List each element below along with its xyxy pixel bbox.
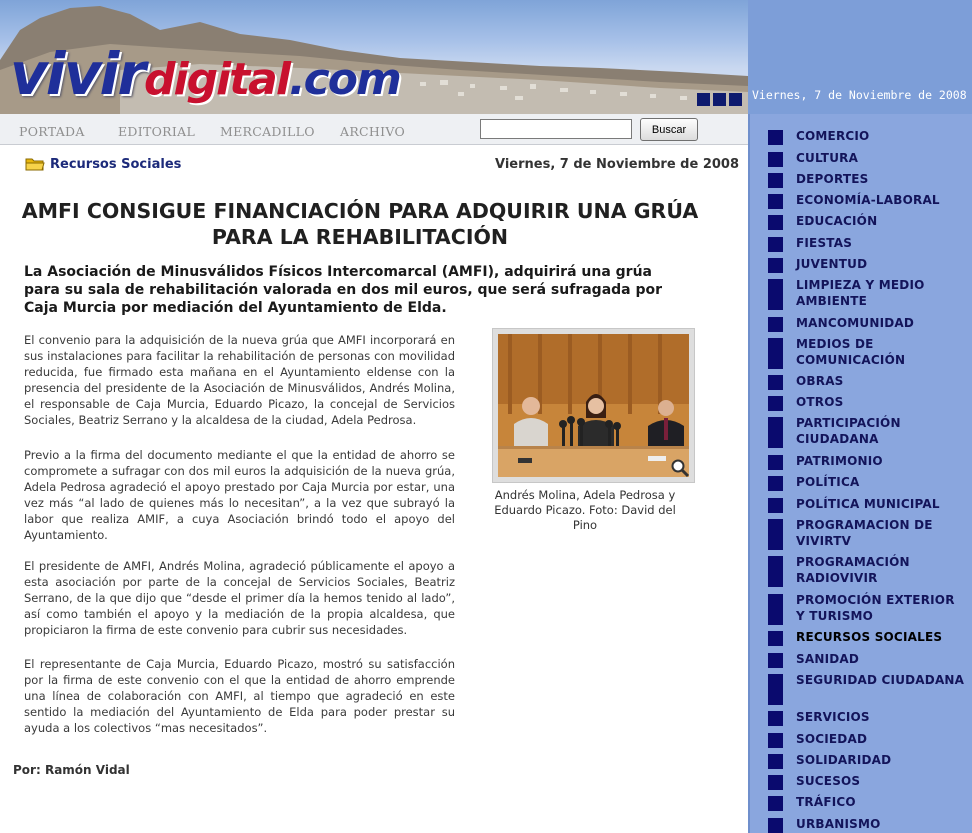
- article-paragraph: El convenio para la adquisición de la nueva grúa que AMFI incorporará en sus instalaciones para facilitar la rehabilitación de personas con movilidad reducida, fue firmado esta mañana en el Ayuntamiento eldense con la presencia del presidente de la Asociación de Minusválidos, Andrés Molina, el responsable de Caja Murcia, Eduardo Picazo, la concejal de Servicios Sociales, Beatriz Serrano y la alcaldesa de la ciudad, Adela Pedrosa.: [24, 333, 455, 427]
- article-paragraph: Previo a la firma del documento mediante el que la entidad de ahorro se compromete a sufragar con dos mil euros la adquisición de la nueva grúa, Adela Pedrosa agradeció el apoyo prestado por Caja Murcia por estar, una vez más “al lado de quienes más lo necesitan”, a la vez que subrayó la labor que realiza AMIF, a cuya Asociación brindó todo el apoyo del Ayuntamiento.: [24, 448, 455, 542]
- sidebar-item-recursos-sociales[interactable]: RECURSOS SOCIALES: [796, 630, 943, 644]
- section-title[interactable]: Recursos Sociales: [50, 157, 182, 172]
- header-date: Viernes, 7 de Noviembre de 2008: [752, 88, 967, 102]
- nav-archivo[interactable]: ARCHIVO: [340, 124, 405, 139]
- sidebar-item-politica[interactable]: POLÍTICA: [796, 475, 860, 489]
- sidebar-item-medios-comunicacion[interactable]: MEDIOS DE COMUNICACIÓN: [796, 337, 906, 367]
- sidebar-item-fiestas[interactable]: FIESTAS: [796, 236, 853, 250]
- search-input[interactable]: [480, 119, 632, 139]
- folder-icon: [25, 156, 45, 172]
- sidebar-item-urbanismo[interactable]: URBANISMO: [796, 817, 881, 831]
- sidebar-item-obras[interactable]: OBRAS: [796, 374, 844, 388]
- category-sidebar: [748, 114, 972, 833]
- sidebar-item-promocion-exterior-turismo[interactable]: PROMOCIÓN EXTERIOR Y TURISMO: [796, 593, 955, 623]
- article-photo[interactable]: [492, 328, 695, 483]
- banner-decoration-squares: [697, 93, 742, 106]
- sidebar-item-comercio[interactable]: COMERCIO: [796, 129, 870, 143]
- article-paragraph: El representante de Caja Murcia, Eduardo Picazo, mostró su satisfacción por la firma de este convenio con el que la entidad de ahorro emprende una línea de colaboración con AMFI, al tiempo que agradeció en este sentido la mediación del Ayuntamiento de Elda para poder prestar su ayuda a los colectivos “mas necesitados”.: [24, 657, 455, 735]
- sidebar-item-politica-municipal[interactable]: POLÍTICA MUNICIPAL: [796, 497, 940, 511]
- author-name: Ramón Vidal: [44, 763, 130, 777]
- sidebar-item-participacion-ciudadana[interactable]: PARTICIPACIÓN CIUDADANA: [796, 416, 901, 446]
- sidebar-item-seguridad-ciudadana[interactable]: SEGURIDAD CIUDADANA: [796, 673, 965, 687]
- photo-caption: Andrés Molina, Adela Pedrosa y Eduardo Picazo. Foto: David del Pino: [494, 488, 676, 532]
- sidebar-item-mancomunidad[interactable]: MANCOMUNIDAD: [796, 316, 915, 330]
- sidebar-item-programacion-vivirtv[interactable]: PROGRAMACION DE VIVIRTV: [796, 518, 933, 548]
- article-date: Viernes, 7 de Noviembre de 2008: [495, 157, 740, 172]
- press-conference-image: [498, 334, 689, 477]
- logo-part-com: .com: [288, 54, 400, 105]
- sidebar-item-sucesos[interactable]: SUCESOS: [796, 774, 861, 788]
- logo-part-vivir: vivir: [10, 40, 144, 108]
- article-paragraph: El presidente de AMFI, Andrés Molina, agradeció públicamente el apoyo a esta asociación por parte de la concejal de Servicios Sociales, Beatriz Serrano, de la que dijo que “desde el primer día la hemos tenido al lado”, así como también el apoyo y la mediación de la propia alcaldesa, que propiciaron la firma de este convenio para cubrir sus necesidades.: [24, 559, 455, 637]
- author-label: Por:: [13, 763, 41, 777]
- nav-mercadillo[interactable]: MERCADILLO: [220, 124, 315, 139]
- logo-part-digital: digital: [143, 54, 289, 105]
- article-lead: La Asociación de Minusválidos Físicos Intercomarcal (AMFI), adquirirá una grúa para su sala de rehabilitación valorada en dos mil euros, que será sufragada por Caja Murcia por mediación del Ayuntamiento de Elda.: [24, 264, 663, 316]
- sidebar-item-servicios[interactable]: SERVICIOS: [796, 710, 870, 724]
- sidebar-item-programacion-radiovivir[interactable]: PROGRAMACIÓN RADIOVIVIR: [796, 555, 910, 585]
- search-button[interactable]: Buscar: [640, 118, 698, 141]
- sidebar-item-juventud[interactable]: JUVENTUD: [796, 257, 868, 271]
- sidebar-item-economia-laboral[interactable]: ECONOMÍA-LABORAL: [796, 193, 940, 207]
- sidebar-item-trafico[interactable]: TRÁFICO: [796, 795, 856, 809]
- site-banner: [0, 0, 748, 114]
- sidebar-item-educacion[interactable]: EDUCACIÓN: [796, 214, 878, 228]
- sidebar-item-solidaridad[interactable]: SOLIDARIDAD: [796, 753, 892, 767]
- sidebar-item-otros[interactable]: OTROS: [796, 395, 844, 409]
- magnifier-icon[interactable]: [670, 458, 690, 478]
- article-author: [13, 763, 130, 777]
- sidebar-item-sanidad[interactable]: SANIDAD: [796, 652, 860, 666]
- article-headline: AMFI CONSIGUE FINANCIACIÓN PARA ADQUIRIR UNA GRÚA PARA LA REHABILITACIÓN: [21, 199, 699, 249]
- site-logo[interactable]: [10, 40, 400, 108]
- nav-portada[interactable]: PORTADA: [19, 124, 85, 139]
- nav-editorial[interactable]: EDITORIAL: [118, 124, 196, 139]
- sidebar-item-deportes[interactable]: DEPORTES: [796, 172, 869, 186]
- sidebar-item-cultura[interactable]: CULTURA: [796, 151, 859, 165]
- sidebar-item-sociedad[interactable]: SOCIEDAD: [796, 732, 868, 746]
- sidebar-item-limpieza-medio-ambiente[interactable]: LIMPIEZA Y MEDIO AMBIENTE: [796, 278, 925, 308]
- sidebar-item-patrimonio[interactable]: PATRIMONIO: [796, 454, 883, 468]
